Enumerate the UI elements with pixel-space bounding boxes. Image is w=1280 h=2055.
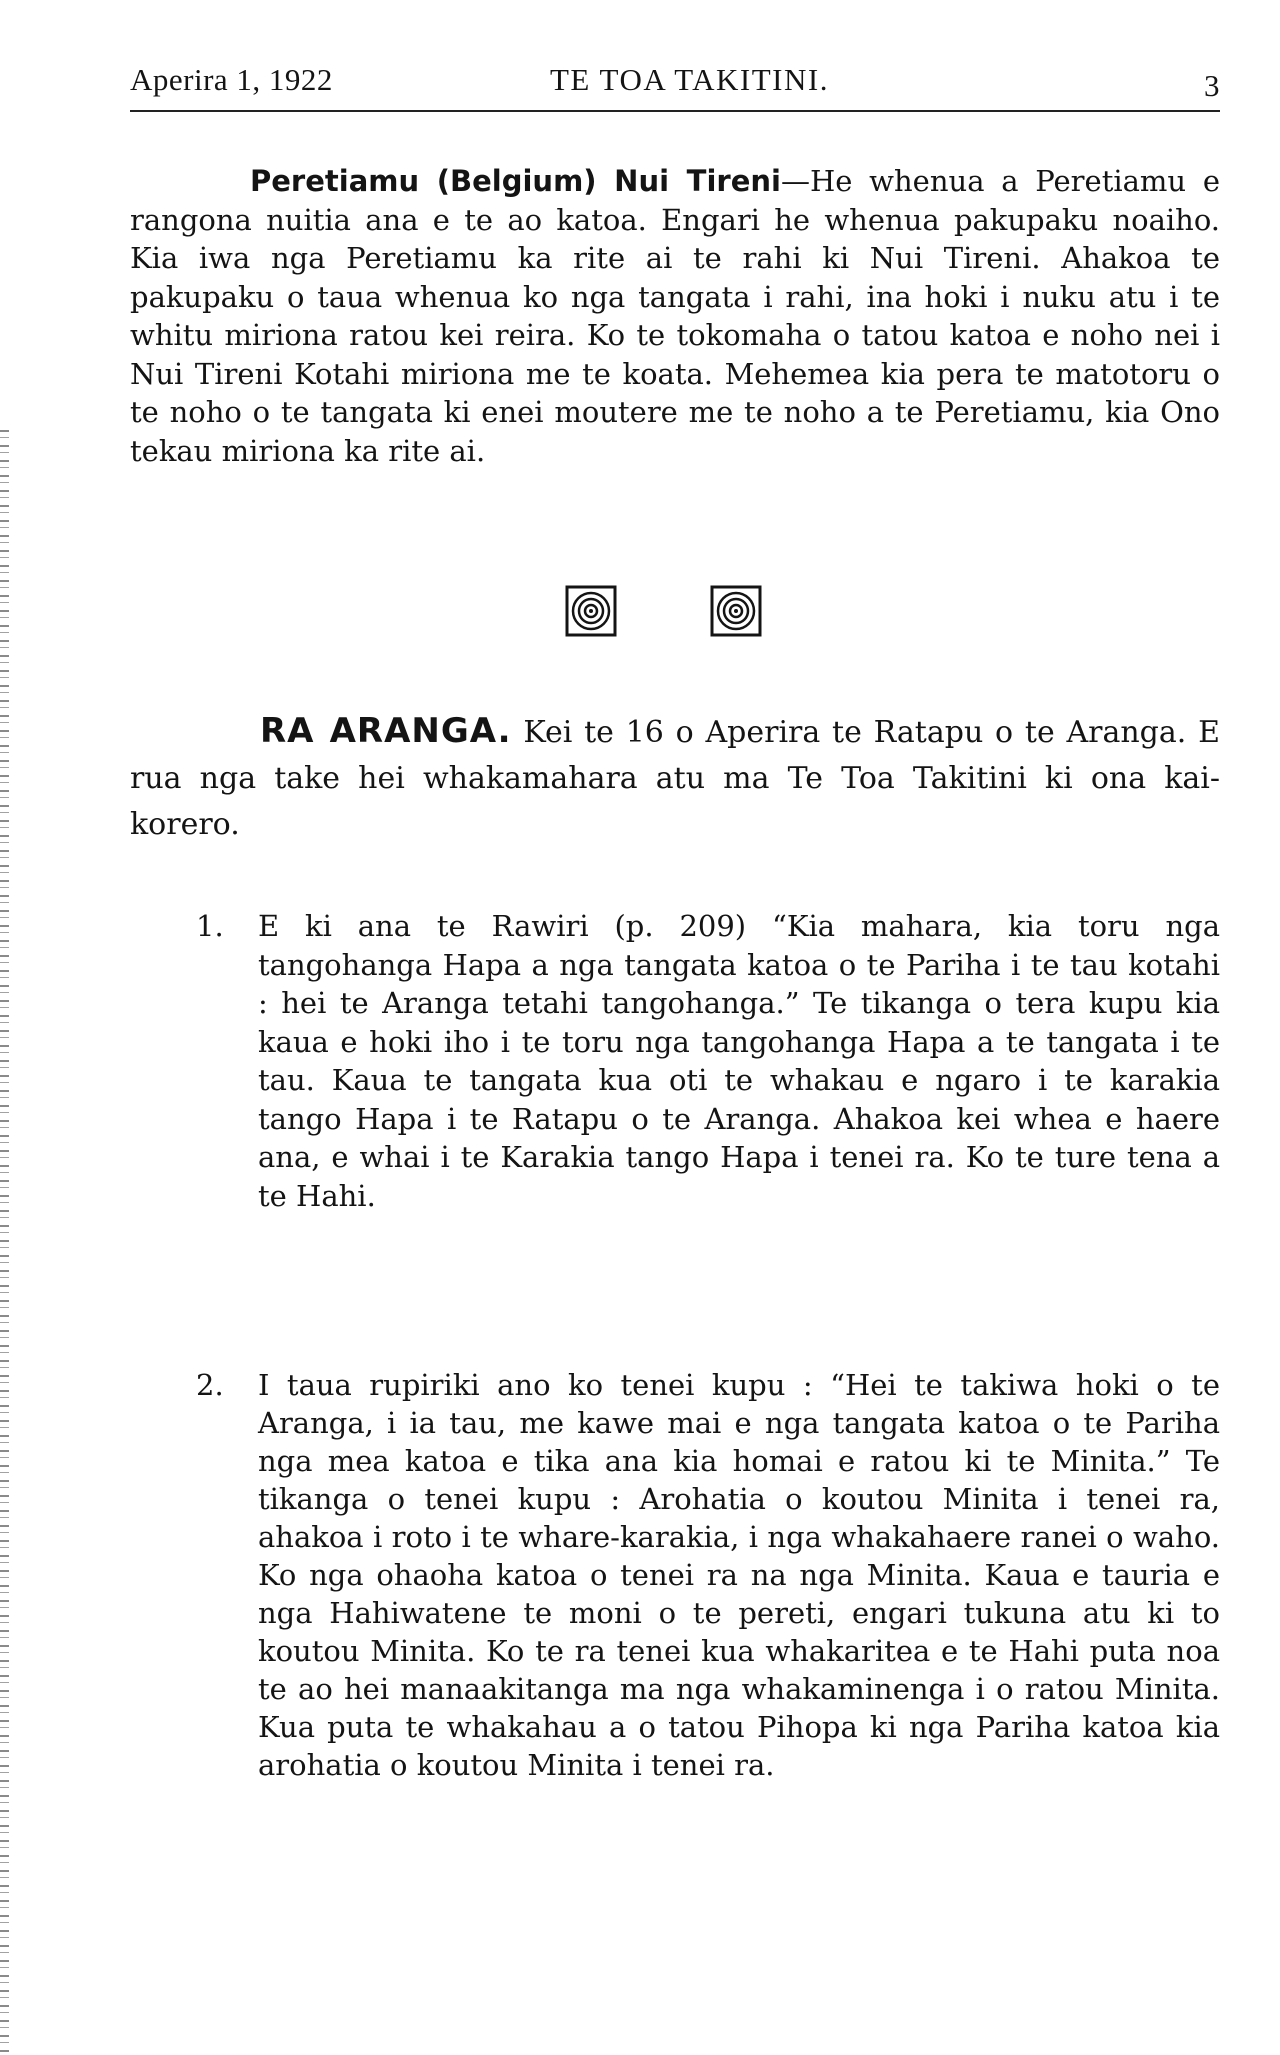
section-aranga xyxy=(130,708,1220,848)
section-aranga-body: Kei te 16 o Aperira te Ratapu o te Aranga. E rua nga take hei whakamahara atu ma Te Toa Takitini ki ona kai-korero. xyxy=(130,715,1220,842)
page-number: 3 xyxy=(1204,68,1220,103)
list-item-text: E ki ana te Rawiri (p. 209) “Kia mahara, kia toru nga tangohanga Hapa a nga tangata katoa o te Pariha i te tau kotahi : hei te Aranga tetahi tangohanga.” Te tikanga o tera kupu kia kaua e hoki iho i te toru nga tangohanga Hapa a te tangata i te tau. Kaua te tangata kua oti te whakau e ngaro i te karakia tango Hapa i te Ratapu o te Aranga. Ahakoa kei whea e haere ana, e whai i te Karakia tango Hapa i tenei ra. Ko te ture tena a te Hahi. xyxy=(258,909,1220,1213)
spiral-ornament-icon xyxy=(710,585,762,637)
header-title: TE TOA TAKITINI. xyxy=(550,62,829,97)
scan-edge-marks xyxy=(0,430,9,2055)
section-belgium xyxy=(130,162,1220,470)
page-header xyxy=(130,58,1220,104)
header-rule xyxy=(130,110,1220,112)
list-item-text: I taua rupiriki ano ko tenei kupu : “Hei te takiwa hoki o te Aranga, i ia tau, me kawe mai e nga tangata katoa o te Pariha nga mea katoa e tika ana kia homai e ratou ki te Minita.” Te tikanga o tenei kupu : Arohatia o koutou Minita i tenei ra, ahakoa i roto i te whare-karakia, i nga whakahaere ranei o waho. Ko nga ohaoha katoa o tenei ra na nga Minita. Kaua e tauria e nga Hahiwatene te moni o te pereti, engari tukuna atu ki to koutou Minita. Ko te ra tenei kua whakaritea e te Hahi puta noa te ao hei manaakitanga ma nga whakaminenga i o ratou Minita. Kua puta te whakahau a o tatou Pihopa ki nga Pariha katoa kia arohatia o koutou Minita i tenei ra. xyxy=(258,1368,1220,1782)
header-date: Aperira 1, 1922 xyxy=(130,62,333,97)
ornament-row xyxy=(0,585,1280,641)
list-item xyxy=(196,1366,1220,1784)
section-belgium-body: —He whenua a Peretiamu e rangona nuitia ana e te ao katoa. Engari he whenua pakupaku noaiho. Kia iwa nga Peretiamu ka rite ai te rahi ki Nui Tireni. Ahakoa te pakupaku o taua whenua ko nga tangata i rahi, ina hoki i nuku atu i te whitu miriona ratou kei reira. Ko te tokomaha o tatou katoa e noho nei i Nui Tireni Kotahi miriona me te koata. Mehemea kia pera te matotoru o te noho o te tangata ki enei moutere me te noho a te Peretiamu, kia Ono tekau miriona ka rite ai. xyxy=(130,164,1221,468)
spiral-ornament-icon xyxy=(565,585,617,637)
list-item-number: 2. xyxy=(196,1368,224,1402)
list-item xyxy=(196,907,1220,1215)
list-item-number: 1. xyxy=(196,909,224,943)
section-belgium-heading: Peretiamu (Belgium) Nui Tireni xyxy=(250,164,781,198)
section-aranga-heading: RA ARANGA. xyxy=(260,711,512,751)
